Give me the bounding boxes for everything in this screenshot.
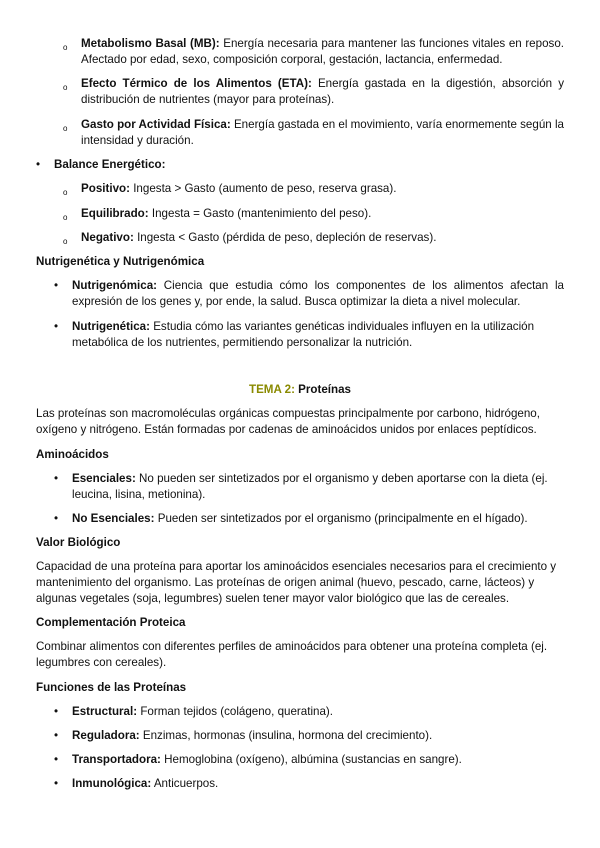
list-item-reguladora bbox=[54, 728, 564, 744]
list-item-balance bbox=[36, 157, 564, 173]
term: Metabolismo Basal (MB): bbox=[81, 37, 220, 50]
term: Transportadora: bbox=[72, 753, 161, 766]
description: Pueden ser sintetizados por el organismo (principalmente en el hígado). bbox=[157, 512, 528, 525]
circle-bullet-icon: o bbox=[63, 83, 68, 92]
sub-item-positivo bbox=[63, 181, 564, 197]
section-heading-aminoacidos: Aminoácidos bbox=[36, 448, 109, 461]
list-item-no-esenciales bbox=[54, 511, 564, 527]
bullet-icon: • bbox=[54, 472, 59, 485]
description: Hemoglobina (oxígeno), albúmina (sustancias en sangre). bbox=[164, 753, 462, 766]
list-item-nutrigenetica bbox=[54, 319, 564, 351]
sub-item-efecto-termico bbox=[63, 76, 564, 108]
sub-item-equilibrado bbox=[63, 206, 564, 222]
circle-bullet-icon: o bbox=[63, 213, 68, 222]
term: Nutrigenética: bbox=[72, 320, 150, 333]
term: Estructural: bbox=[72, 705, 138, 718]
bullet-icon: • bbox=[36, 158, 41, 171]
bullet-icon: • bbox=[54, 729, 59, 742]
list-item-esenciales bbox=[54, 471, 564, 503]
term: Efecto Térmico de los Alimentos (ETA): bbox=[81, 77, 312, 90]
term: Negativo: bbox=[81, 231, 134, 244]
term: Balance Energético: bbox=[54, 158, 166, 171]
sub-item-metabolismo-basal bbox=[63, 36, 564, 68]
bullet-icon: • bbox=[54, 279, 59, 292]
list-item-nutrigenomica bbox=[54, 278, 564, 310]
term: Esenciales: bbox=[72, 472, 136, 485]
description: Energía gastada en el movimiento, varía enormemente según la intensidad y duración. bbox=[81, 118, 564, 147]
section-heading-funciones: Funciones de las Proteínas bbox=[36, 681, 187, 694]
intro-paragraph: Las proteínas son macromoléculas orgánicas compuestas principalmente por carbono, hidrógeno, oxígeno y nitrógeno. Están formadas por cadenas de aminoácidos unidos por enlaces peptídicos. bbox=[36, 407, 540, 436]
bullet-icon: • bbox=[54, 512, 59, 525]
description: Ingesta > Gasto (aumento de peso, reserva grasa). bbox=[133, 182, 397, 195]
sub-item-negativo bbox=[63, 230, 564, 246]
circle-bullet-icon: o bbox=[63, 43, 68, 52]
circle-bullet-icon: o bbox=[63, 188, 68, 197]
bullet-icon: • bbox=[54, 777, 59, 790]
section-title bbox=[0, 382, 600, 398]
list-item-estructural bbox=[54, 704, 564, 720]
term: Equilibrado: bbox=[81, 207, 149, 220]
description: No pueden ser sintetizados por el organismo y deben aportarse con la dieta (ej. leucina, lisina, metionina). bbox=[72, 472, 548, 501]
list-item-transportadora bbox=[54, 752, 564, 768]
description: Forman tejidos (colágeno, queratina). bbox=[140, 705, 334, 718]
term: Gasto por Actividad Física: bbox=[81, 118, 231, 131]
tema-title: Proteínas bbox=[298, 383, 352, 396]
description: Anticuerpos. bbox=[153, 777, 219, 790]
section-heading-nutrigenetica: Nutrigenética y Nutrigenómica bbox=[36, 255, 205, 268]
description: Enzimas, hormonas (insulina, hormona del crecimiento). bbox=[142, 729, 433, 742]
sub-item-actividad-fisica bbox=[63, 117, 564, 149]
valor-biologico-paragraph: Capacidad de una proteína para aportar los aminoácidos esenciales necesarios para el crecimiento y mantenimiento del organismo. Las proteínas de origen animal (huevo, pescado, carne, lácteos) y algunas vegetales (soja, legumbres) suelen tener mayor valor biológico que las de cereales. bbox=[36, 560, 557, 605]
description: Ciencia que estudia cómo los componentes de los alimentos afectan la expresión de los genes y, por ende, la salud. Busca optimizar la dieta a nivel molecular. bbox=[72, 279, 564, 308]
circle-bullet-icon: o bbox=[63, 237, 68, 246]
description: Energía necesaria para mantener las funciones vitales en reposo. Afectado por edad, sexo, composición corporal, gestación, lactancia, enfermedad. bbox=[81, 37, 564, 66]
list-item-inmunologica bbox=[54, 776, 564, 792]
bullet-icon: • bbox=[54, 320, 59, 333]
description: Ingesta < Gasto (pérdida de peso, depleción de reservas). bbox=[137, 231, 437, 244]
complementacion-paragraph: Combinar alimentos con diferentes perfiles de aminoácidos para obtener una proteína completa (ej. legumbres con cereales). bbox=[36, 640, 548, 669]
term: Nutrigenómica: bbox=[72, 279, 158, 292]
tema-label: TEMA 2: bbox=[248, 383, 295, 396]
term: Positivo: bbox=[81, 182, 130, 195]
description: Ingesta = Gasto (mantenimiento del peso). bbox=[151, 207, 372, 220]
term: Reguladora: bbox=[72, 729, 140, 742]
bullet-icon: • bbox=[54, 753, 59, 766]
section-heading-complementacion: Complementación Proteica bbox=[36, 616, 186, 629]
term: Inmunológica: bbox=[72, 777, 152, 790]
circle-bullet-icon: o bbox=[63, 124, 68, 133]
description: Energía gastada en la digestión, absorción y distribución de nutrientes (mayor para proteínas). bbox=[81, 77, 564, 106]
bullet-icon: • bbox=[54, 705, 59, 718]
description: Estudia cómo las variantes genéticas individuales influyen en la utilización metabólica de los nutrientes, permitiendo personalizar la nutrición. bbox=[72, 320, 535, 349]
section-heading-valor-biologico: Valor Biológico bbox=[36, 536, 121, 549]
term: No Esenciales: bbox=[72, 512, 155, 525]
